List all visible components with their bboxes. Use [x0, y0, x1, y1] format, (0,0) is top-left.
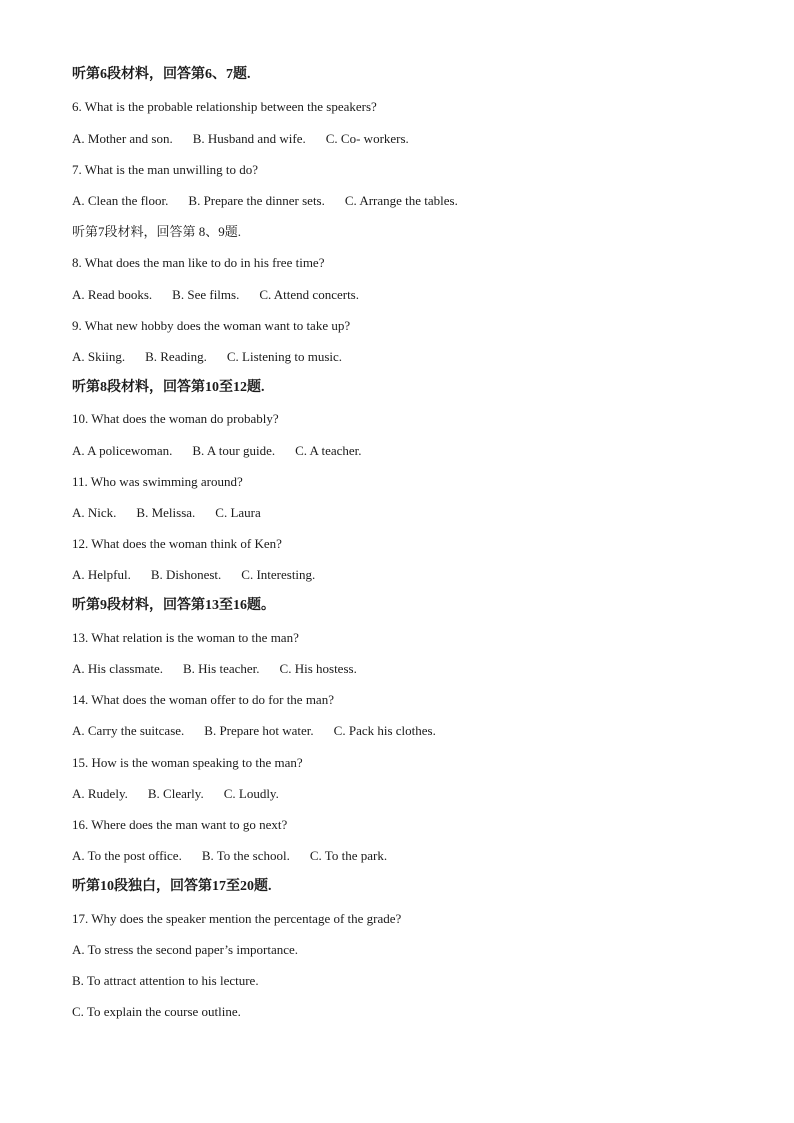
question-9: 9. What new hobby does the woman want to take up?: [72, 318, 351, 333]
options-8: [72, 286, 359, 304]
option-15c: C. Loudly.: [223, 786, 279, 801]
options-9: [72, 348, 342, 366]
question-8: 8. What does the man like to do in his free time?: [72, 255, 325, 270]
option-13b: B. His teacher.: [182, 661, 260, 676]
options-10: [72, 442, 362, 460]
question-12: 12. What does the woman think of Ken?: [72, 536, 282, 551]
section-heading-8: 听第8段材料，回答第10至12题.: [72, 380, 265, 395]
question-16: 16. Where does the man want to go next?: [72, 817, 288, 832]
option-8a: A. Read books.: [72, 287, 153, 302]
option-11a: A. Nick.: [72, 505, 117, 520]
question-14: 14. What does the woman offer to do for the man?: [72, 692, 334, 707]
option-12a: A. Helpful.: [72, 567, 131, 582]
section-heading-7: 听第7段材料，回答第 8、9题.: [72, 224, 242, 239]
options-11: [72, 504, 261, 522]
option-15a: A. Rudely.: [72, 786, 128, 801]
option-13c: C. His hostess.: [279, 661, 357, 676]
option-7c: C. Arrange the tables.: [344, 193, 458, 208]
options-7: [72, 192, 458, 210]
question-6: 6. What is the probable relationship between the speakers?: [72, 99, 377, 114]
options-15: [72, 785, 279, 803]
option-10c: C. A teacher.: [295, 443, 362, 458]
option-6b: B. Husband and wife.: [192, 131, 306, 146]
option-17a: A. To stress the second paper’s importance.: [72, 942, 299, 957]
option-16a: A. To the post office.: [72, 848, 182, 863]
option-9b: B. Reading.: [145, 349, 207, 364]
question-10: 10. What does the woman do probably?: [72, 411, 279, 426]
option-6c: C. Co- workers.: [325, 131, 409, 146]
option-7b: B. Prepare the dinner sets.: [188, 193, 325, 208]
question-7: 7. What is the man unwilling to do?: [72, 162, 259, 177]
option-11c: C. Laura: [215, 505, 261, 520]
option-9c: C. Listening to music.: [226, 349, 343, 364]
option-12b: B. Dishonest.: [150, 567, 222, 582]
option-16b: B. To the school.: [201, 848, 290, 863]
option-14c: C. Pack his clothes.: [333, 723, 436, 738]
option-12c: C. Interesting.: [241, 567, 316, 582]
section-heading-9: 听第9段材料，回答第13至16题。: [72, 598, 275, 613]
option-11b: B. Melissa.: [136, 505, 196, 520]
option-16c: C. To the park.: [309, 848, 388, 863]
question-13: 13. What relation is the woman to the man?: [72, 630, 299, 645]
option-6a: A. Mother and son.: [72, 131, 173, 146]
option-13a: A. His classmate.: [72, 661, 163, 676]
option-15b: B. Clearly.: [147, 786, 204, 801]
options-14: [72, 722, 436, 740]
options-16: [72, 847, 387, 865]
option-7a: A. Clean the floor.: [72, 193, 169, 208]
option-17b: B. To attract attention to his lecture.: [72, 973, 259, 988]
question-11: 11. Who was swimming around?: [72, 474, 243, 489]
section-heading-10: 听第10段独白，回答第17至20题.: [72, 879, 272, 894]
option-10b: B. A tour guide.: [192, 443, 276, 458]
option-8b: B. See films.: [172, 287, 240, 302]
options-13: [72, 660, 357, 678]
section-heading-6: 听第6段材料，回答第6、7题.: [72, 67, 251, 82]
option-17c: C. To explain the course outline.: [72, 1004, 241, 1019]
question-15: 15. How is the woman speaking to the man?: [72, 755, 303, 770]
question-17: 17. Why does the speaker mention the percentage of the grade?: [72, 911, 402, 926]
option-10a: A. A policewoman.: [72, 443, 173, 458]
option-9a: A. Skiing.: [72, 349, 126, 364]
option-14a: A. Carry the suitcase.: [72, 723, 185, 738]
option-14b: B. Prepare hot water.: [204, 723, 314, 738]
options-12: [72, 566, 315, 584]
options-6: [72, 130, 409, 148]
option-8c: C. Attend concerts.: [259, 287, 359, 302]
